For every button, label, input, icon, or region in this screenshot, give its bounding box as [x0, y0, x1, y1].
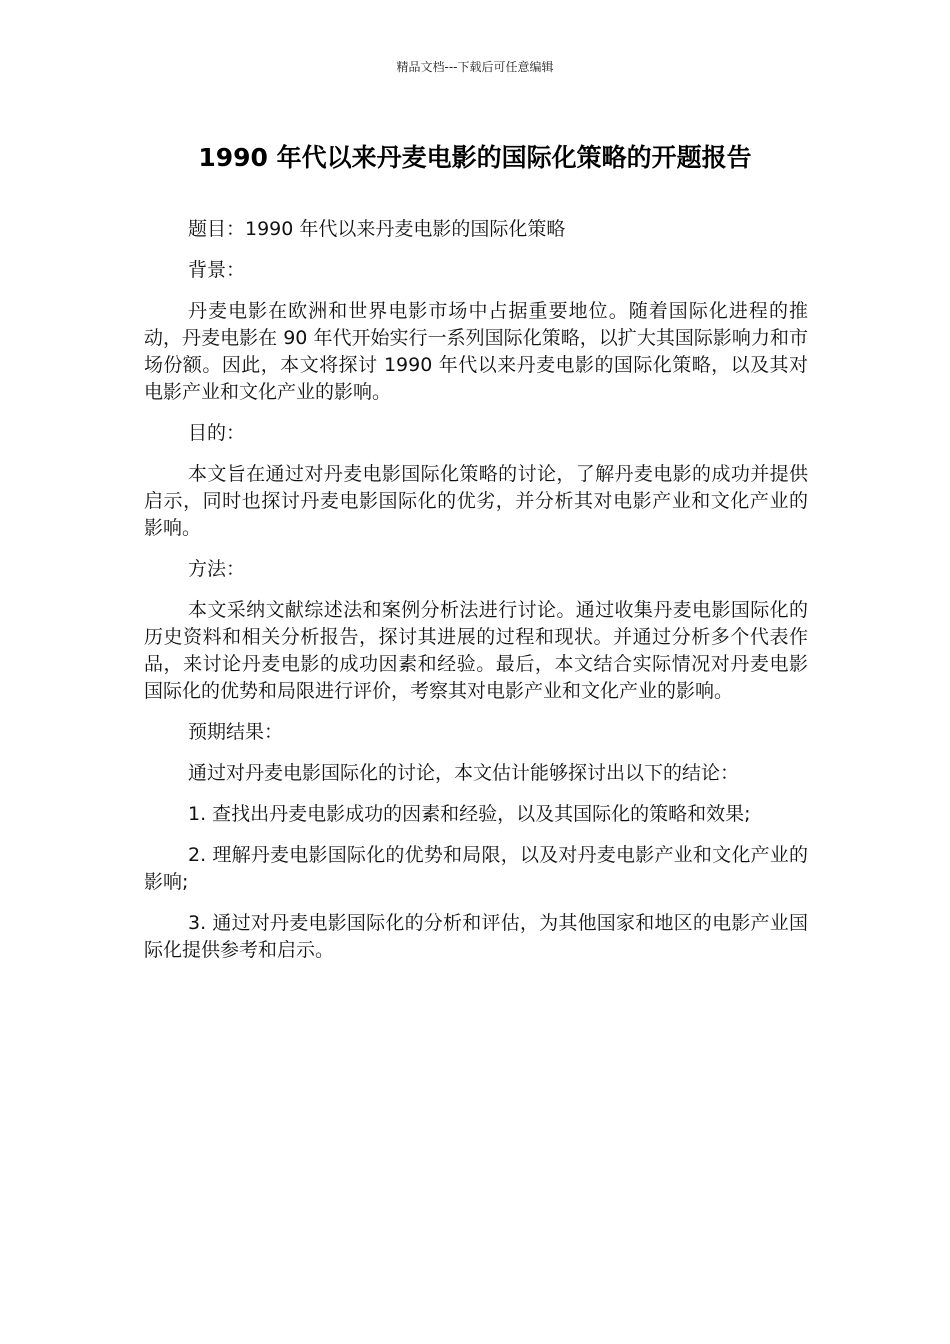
section-heading-method: 方法： — [188, 558, 246, 580]
method-paragraph: 本文采纳文献综述法和案例分析法进行讨论。通过收集丹麦电影国际化的历史资料和相关分析报告，探讨其进展的过程和现状。并通过分析多个代表作品，来讨论丹麦电影的成功因素和经验。最后，本文结合实际情况对丹麦电影国际化的优势和局限进行评价，考察其对电影产业和文化产业的影响。 — [144, 599, 808, 702]
conclusion-item-3: 3. 通过对丹麦电影国际化的分析和评估，为其他国家和地区的电影产业国际化提供参考和启示。 — [144, 912, 808, 961]
topic-line: 题目：1990 年代以来丹麦电影的国际化策略 — [188, 218, 566, 240]
section-heading-background: 背景： — [188, 259, 246, 281]
document-title: 1990 年代以来丹麦电影的国际化策略的开题报告 — [198, 143, 752, 172]
conclusion-item-1: 1. 查找出丹麦电影成功的因素和经验，以及其国际化的策略和效果; — [188, 803, 751, 825]
conclusion-item-2: 2. 理解丹麦电影国际化的优势和局限，以及对丹麦电影产业和文化产业的影响; — [144, 844, 808, 893]
background-paragraph: 丹麦电影在欧洲和世界电影市场中占据重要地位。随着国际化进程的推动，丹麦电影在 90 年代开始实行一系列国际化策略，以扩大其国际影响力和市场份额。因此，本文将探讨 1990 年代以来丹麦电影的国际化策略，以及其对电影产业和文化产业的影响。 — [144, 300, 808, 403]
section-heading-expected-results: 预期结果： — [188, 721, 284, 743]
document-body — [144, 216, 808, 978]
header-note: 精品文档---下载后可任意编辑 — [396, 60, 554, 74]
section-heading-purpose: 目的： — [188, 422, 246, 444]
expected-results-intro: 通过对丹麦电影国际化的讨论，本文估计能够探讨出以下的结论： — [188, 762, 740, 784]
purpose-paragraph: 本文旨在通过对丹麦电影国际化策略的讨论，了解丹麦电影的成功并提供启示，同时也探讨丹麦电影国际化的优劣，并分析其对电影产业和文化产业的影响。 — [144, 463, 808, 539]
